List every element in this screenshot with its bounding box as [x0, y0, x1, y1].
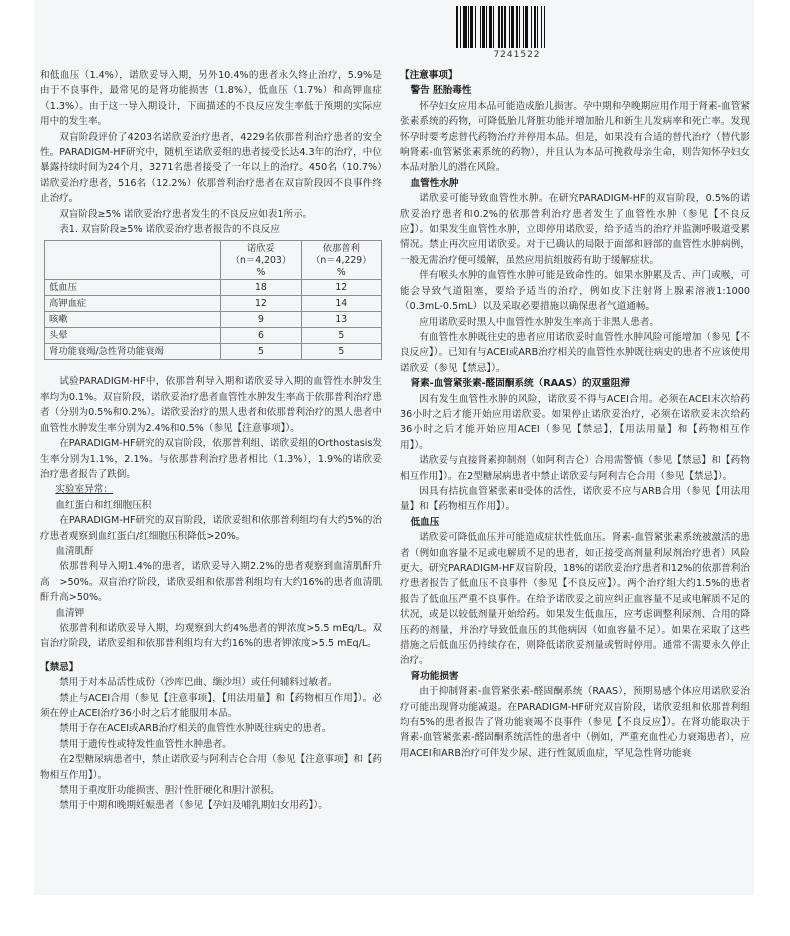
creatinine-title: 血清肌酐 [55, 545, 94, 557]
col1-unit: % [256, 267, 266, 279]
angioedema-paragraph-4: 有血管性水肿既往史的患者应用诺欣妥时血管性水肿风险可能增加（参见【不良反应】）。已知有与ACEI或ARB治疗相关的血管性水肿既往病史的患者不应该使用诺欣妥（参见【禁忌】）。 [400, 331, 750, 374]
creatinine-paragraph: 依那普利导入期1.4%的患者，诺欣妥导入期2.2%的患者观察到血清肌酐升高 >50%。双盲治疗阶段，诺欣妥组和依那普利组均有大约16%的患者血清肌酐升高>50%。 [40, 561, 382, 604]
angioedema-paragraph-2: 伴有喉头水肿的血管性水肿可能是致命性的。如果水肿累及舌、声门或喉，可能会导致气道阻塞，要给予适当的治疗，例如皮下注射肾上腺素溶液1:1000（0.3mL-0.5mL）以及采取必要措施以确保患者气道通畅。 [400, 270, 750, 313]
contraindications-title: 【禁忌】 [40, 661, 79, 673]
left-column [40, 68, 382, 814]
contraindication-item: 禁用于对本品活性成份（沙库巴曲、缬沙坦）或任何辅料过敏者。 [59, 677, 338, 689]
row-value-b: 5 [301, 344, 381, 360]
row-value-b: 13 [301, 312, 381, 328]
angioedema-paragraph-1: 诺欣妥可能导致血管性水肿。在研究PARADIGM-HF的双盲阶段，0.5%的诺欣妥治疗患者和0.2%的依那普利治疗患者发生了血管性水肿（参见【不良反应】）。如果发生血管性水肿，立即停用诺欣妥，给予适当的治疗并监测呼吸道受累情况。禁止再次应用诺欣妥。对于已确认的局限于面部和唇部的血管性水肿病例，一般无需治疗便可缓解，虽然应用抗组胺药有助于缓解症状。 [400, 193, 750, 266]
hypotension-title: 低血压 [410, 516, 440, 528]
angioedema-title: 血管性水肿 [410, 177, 459, 189]
potassium-title: 血清钾 [55, 607, 85, 619]
spacer [40, 366, 382, 374]
col2-unit: % [336, 267, 346, 279]
col2-n: （n＝4,229） [311, 255, 372, 267]
lab-abnormalities-title: 实验室异常： [55, 484, 113, 496]
contraindication-item: 在2型糖尿病患者中，禁止诺欣妥与阿利吉仑合用（参见【注意事项】和【药物相互作用】）。 [40, 754, 382, 781]
row-label: 咳嗽 [45, 312, 221, 328]
col2-name: 依那普利 [322, 243, 360, 255]
raas-title: 肾素-血管紧张素-醛固酮系统（RAAS）的双重阻滞 [410, 378, 630, 390]
table-row [45, 280, 382, 296]
row-value-a: 6 [221, 328, 301, 344]
hypotension-paragraph: 诺欣妥可降低血压并可能造成症状性低血压。肾素-血管紧张素系统被激活的患者（例如血容量不足或电解质不足的患者，如正接受高剂量利尿剂治疗患者）风险更大。研究PARADIGM-HF双盲阶段，18%的诺欣妥治疗患者和12%的依那普利治疗患者报告了低血压不良事件（参见【不良反应】）。两个治疗组大约1.5%的患者报告了低血压严重不良事件。在给予诺欣妥之前应纠正血容量不足或电解质不足的状况，或是以较低剂量开始给药。如果发生低血压，应考虑调整利尿剂、合用的降压药的剂量，并治疗导致低血压的其他病因（如血容量不足）。如果在采取了这些措施之后低血压仍持续存在，则降低诺欣妥剂量或暂时停用。通常不需要永久停止治疗。 [400, 532, 750, 667]
double-blind-paragraph: 双盲阶段评价了4203名诺欣妥治疗患者，4229名依那普利治疗患者的安全性。PARADIGM-HF研究中，随机至诺欣妥组的患者接受长达4.3年的治疗，中位暴露持续时间为24个月，3271名患者接受了一年以上的治疗。450名（10.7%）诺欣妥治疗患者，516名（12.2%）依那普利治疗患者在双盲阶段因不良事件终止治疗。 [40, 131, 382, 205]
right-column [400, 68, 750, 761]
warning-title: 警告 胚胎毒性 [410, 85, 472, 97]
row-value-a: 9 [221, 312, 301, 328]
table-header-blank [45, 241, 221, 280]
barcode-number: 7241522 [493, 50, 541, 60]
precautions-title: 【注意事项】 [400, 70, 458, 81]
barcode [456, 6, 578, 48]
raas-paragraph-2: 诺欣妥与直接肾素抑制剂（如阿利吉仑）合用需警慎（参见【禁忌】和【药物相互作用】）。在2型糖尿病患者中禁止诺欣妥与阿利吉仑合用（参见【禁忌】）。 [400, 455, 750, 482]
hemoglobin-title: 血红蛋白和红细胞压积 [55, 499, 152, 511]
table-row [45, 344, 382, 360]
barcode-bar [545, 6, 546, 48]
col1-n: （n＝4,203） [230, 255, 292, 267]
warning-paragraph: 怀孕妇女应用本品可能造成胎儿损害。孕中期和孕晚期应用作用于肾素-血管紧张素系统的药物，可降低胎儿肾脏功能并增加胎儿和新生儿发病率和死亡率。发现怀孕时要考虑替代药物治疗并停用本品。但是，如果没有合适的替代治疗（替代影响肾素-血管紧张素系统的药物），并且认为本品可挽救母亲生命，则告知怀孕妇女本品对胎儿的潜在风险。 [400, 100, 750, 174]
row-label: 低血压 [45, 280, 221, 296]
potassium-paragraph: 依那普利和诺欣妥导入期，均观察到大约4%患者的钾浓度>5.5 mEq/L。双盲治疗阶段，诺欣妥组和依那普利组均有大约16%的患者钾浓度>5.5 mEq/L。 [40, 622, 382, 650]
table-row [45, 296, 382, 312]
contraindication-item: 禁用于存在ACEI或ARB治疗相关的血管性水肿既往病史的患者。 [59, 723, 332, 735]
renal-impairment-title: 肾功能损害 [410, 670, 459, 682]
raas-paragraph-1: 因有发生血管性水肿的风险，诺欣妥不得与ACEI合用。必须在ACEI末次给药36小时之后才能开始应用诺欣妥。如果停止诺欣妥治疗，必须在诺欣妥末次给药36小时之后才能开始应用ACEI（参见【禁忌】，【用法用量】和【药物相互作用】）。 [400, 393, 750, 451]
row-value-a: 12 [221, 296, 301, 312]
table-intro: 双盲阶段≥5% 诺欣妥治疗患者发生的不良反应如表1所示。 [59, 208, 313, 220]
hemoglobin-paragraph: 在PARADIGM-HF研究的双盲阶段，诺欣妥组和依那普利组均有大约5%的治疗患者观察到血红蛋白/红细胞压积降低>20%。 [40, 515, 382, 542]
adverse-reactions-table [44, 240, 382, 360]
row-label: 高钾血症 [45, 296, 221, 312]
orthostasis-paragraph: 在PARADIGM-HF研究的双盲阶段，依那普利组、诺欣妥组的Orthostasis发生率分别为1.1%，2.1%。与依那普利治疗患者相比（1.3%），1.9%的诺欣妥治疗患者报告了跌倒。 [40, 438, 382, 480]
intro-paragraph: 和低血压（1.4%），诺欣妥导入期，另外10.4%的患者永久终止治疗，5.9%是由于不良事件，最常见的是肾功能损害（1.8%），低血压（1.7%）和高钾血症（1.3%）。由于这一导入期设计，下面描述的不良反应发生率低于预期的实际应用中的发生率。 [40, 70, 382, 128]
contraindication-item: 禁用于重度肝功能损害、胆汁性肝硬化和胆汁淤积。 [59, 785, 280, 797]
table-header-col2 [301, 241, 381, 280]
table-header-row [45, 241, 382, 280]
raas-paragraph-3: 因具有拮抗血管紧张素II受体的活性，诺欣妥不应与ARB合用（参见【用法用量】和【药物相互作用】）。 [400, 485, 750, 513]
row-value-a: 18 [221, 280, 301, 296]
renal-impairment-paragraph: 由于抑制肾素-血管紧张素-醛固酮系统（RAAS），预期易感个体应用诺欣妥治疗可能出现肾功能减退。在PARADIGM-HF研究双盲阶段，诺欣妥组和依那普利组均有5%的患者报告了肾功能衰竭不良事件（参见【不良反应】）。在肾功能取决于肾素-血管紧张素-醛固酮系统活性的患者中（例如，严重充血性心力衰竭患者），应用ACEI和ARB治疗可伴发少尿、进行性氮质血症，罕见急性肾功能衰 [400, 686, 750, 759]
table-caption: 表1. 双盲阶段≥5% 诺欣妥治疗患者报告的不良反应 [59, 224, 280, 236]
row-label: 肾功能衰竭/急性肾功能衰竭 [45, 344, 221, 360]
table-row [45, 312, 382, 328]
angioedema-paragraph: 试验PARADIGM-HF中，依那普利导入期和诺欣妥导入期的血管性水肿发生率均为0.1%。双盲阶段，诺欣妥治疗患者血管性水肿发生率高于依那普利治疗患者（分别为0.5%和0.2%）。诺欣妥治疗的黑人患者和依那普利治疗的黑人患者中血管性水肿发生率分别为2.4%和0.5%（参见【注意事项】）。 [40, 376, 382, 434]
row-value-a: 5 [221, 344, 301, 360]
row-value-b: 12 [301, 280, 381, 296]
table-row [45, 328, 382, 344]
spacer [40, 652, 382, 660]
col1-name: 诺欣妥 [246, 243, 275, 255]
angioedema-paragraph-3: 应用诺欣妥时黑人中血管性水肿发生率高于非黑人患者。 [419, 316, 660, 328]
table-header-col1 [221, 241, 301, 280]
contraindication-item: 禁止与ACEI合用（参见【注意事项】，【用法用量】和【药物相互作用】）。必须在停止ACEI治疗36小时之后才能服用本品。 [40, 692, 382, 719]
contraindication-item: 禁用于遗传性或特发性血管性水肿患者。 [59, 738, 232, 750]
row-value-b: 14 [301, 296, 381, 312]
row-value-b: 5 [301, 328, 381, 344]
contraindication-item: 禁用于中期和晚期妊娠患者（参见【孕妇及哺乳期妇女用药】）。 [59, 800, 328, 812]
row-label: 头晕 [45, 328, 221, 344]
